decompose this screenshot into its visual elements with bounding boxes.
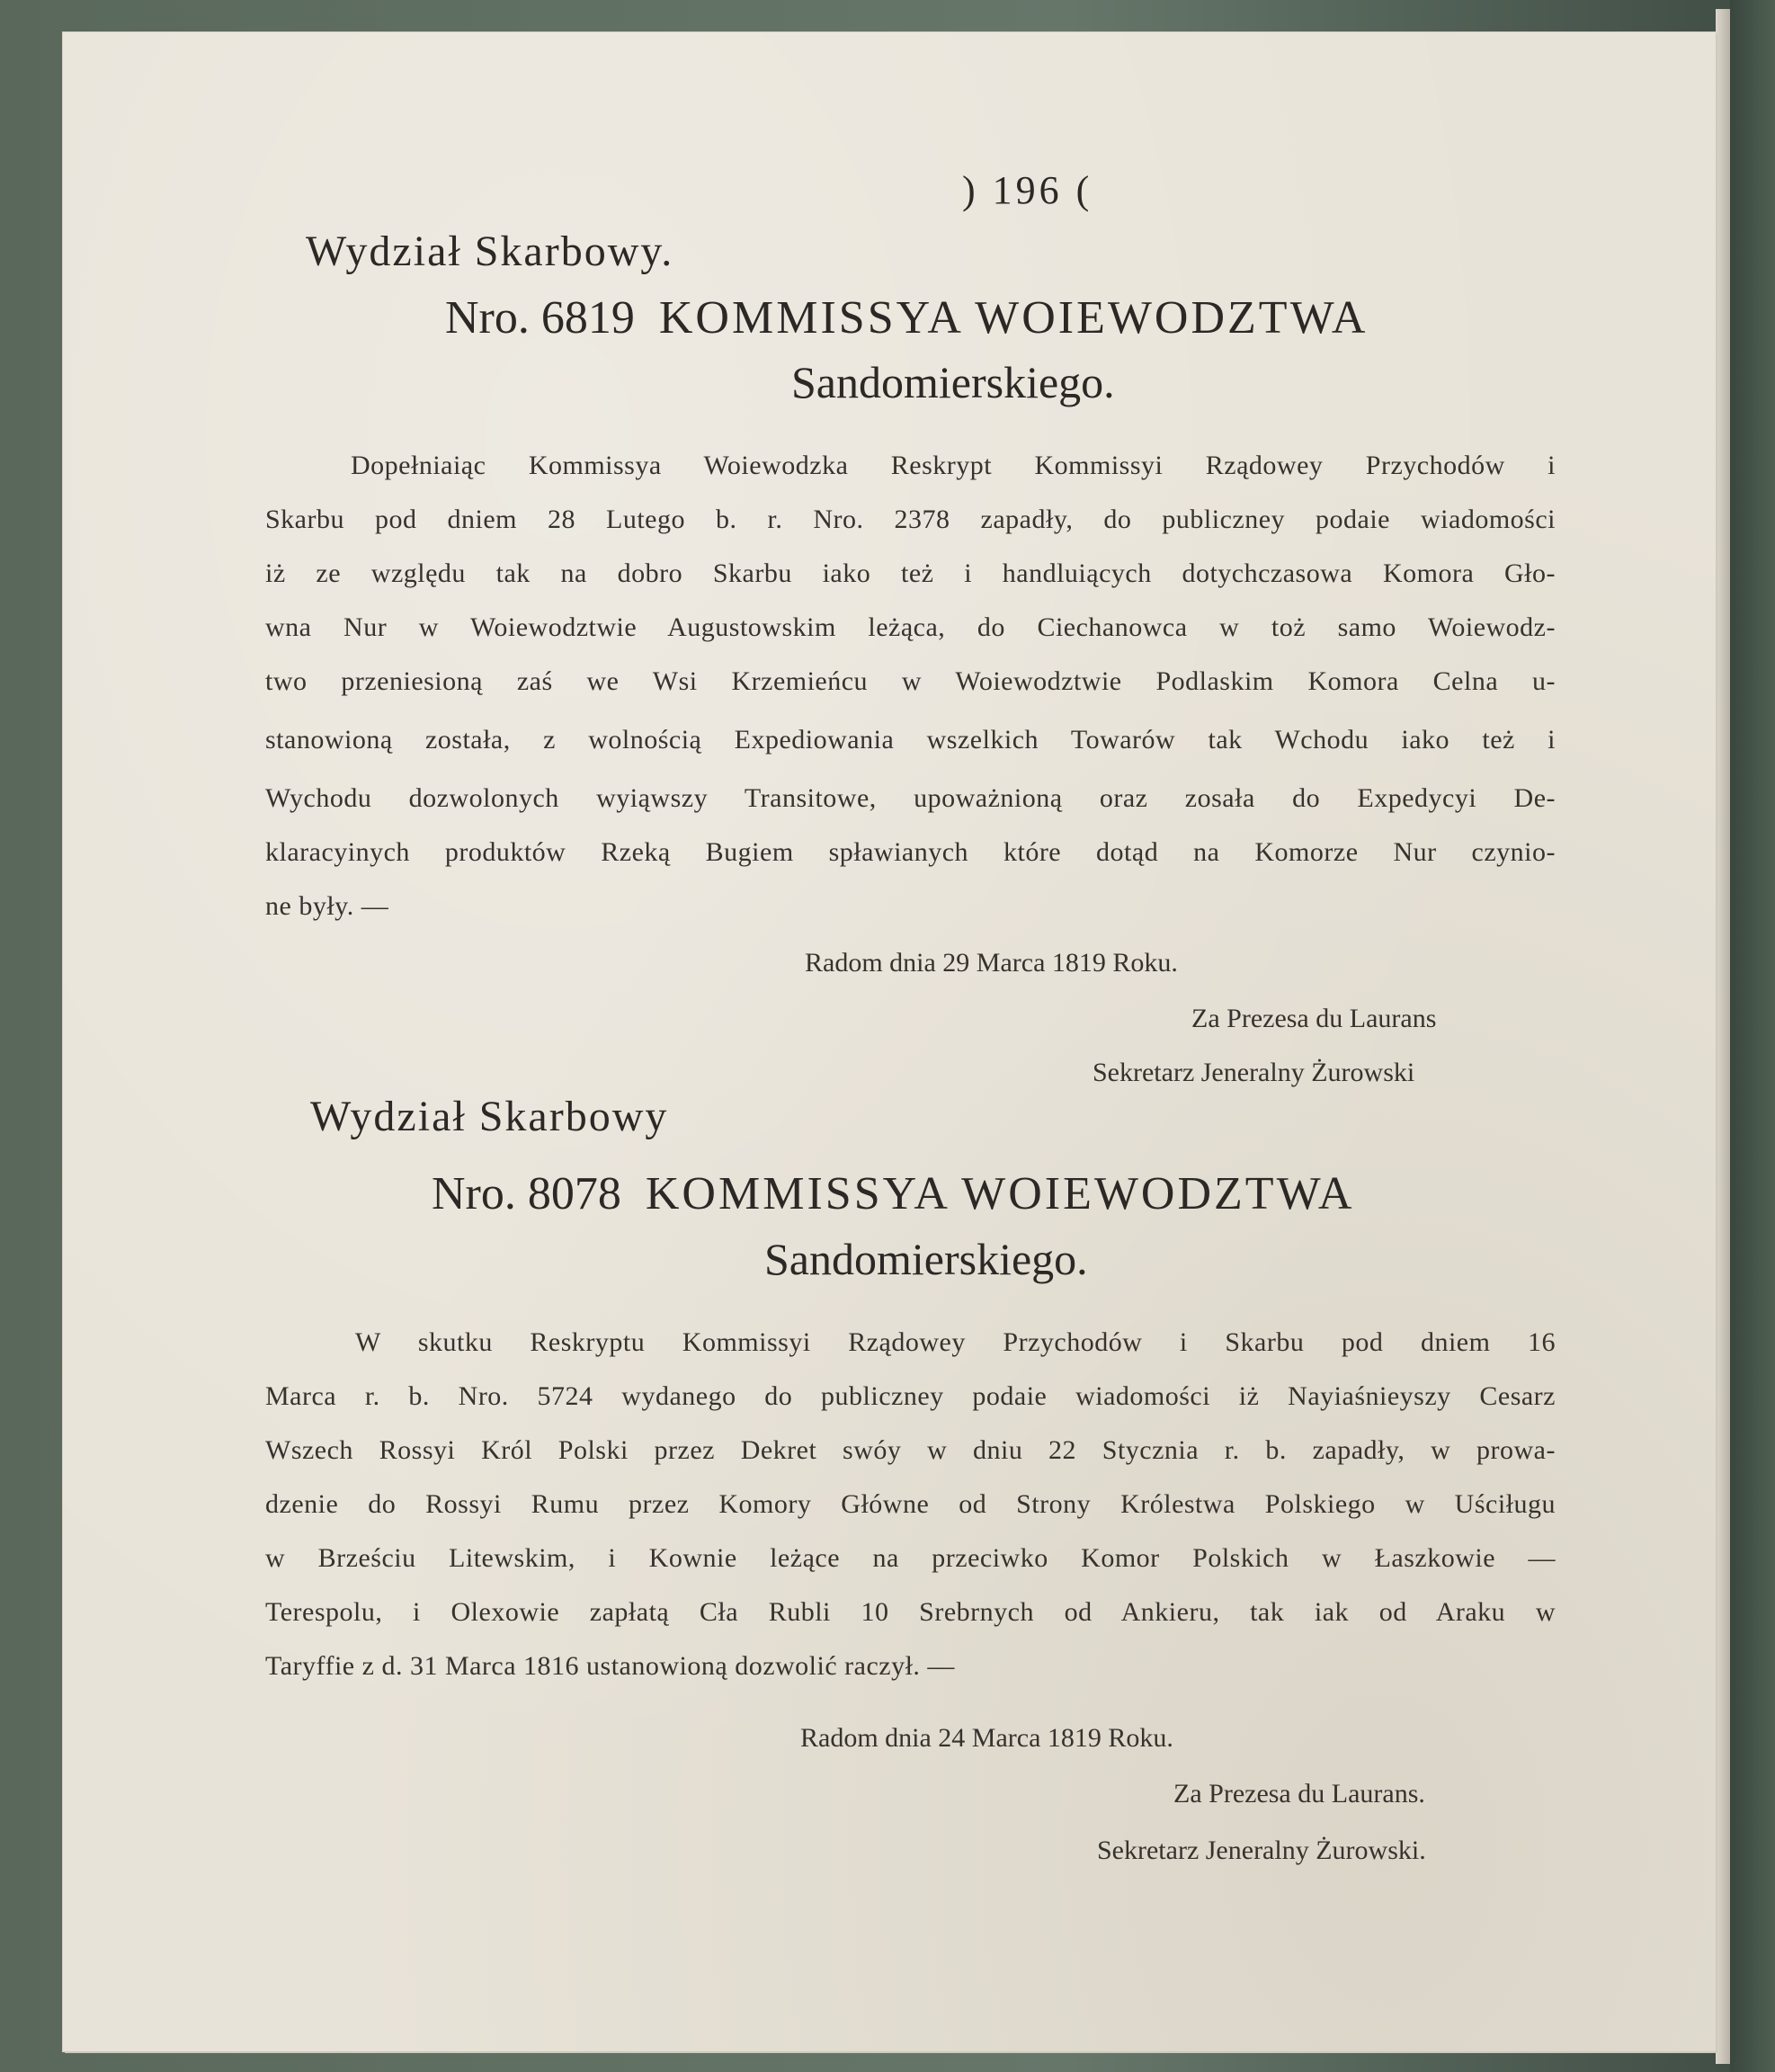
page-number: ) 196 ( [962,168,1093,212]
decree-number: Nro. 8078 [432,1168,621,1219]
date-line: Radom dnia 24 Marca 1819 Roku. [800,1723,1173,1753]
signature-secretary: Sekretarz Jeneralny Żurowski [1093,1058,1415,1087]
body-line: wna Nur w Woiewodztwie Augustowskim leżąca, do Ciechanowca w toż samo Woiewodz- [265,612,1556,642]
department-heading: Wydział Skarbowy [310,1093,669,1140]
body-line: Terespolu, i Olexowie zapłatą Cła Rubli 10 Srebrnych od Ankieru, tak iak od Araku w [265,1597,1556,1627]
department-heading: Wydział Skarbowy. [306,228,674,275]
body-line: Dopełniaiąc Kommissya Woiewodzka Reskrypt Kommissyi Rządowey Przychodów i [351,451,1556,480]
commission-name: KOMMISSYA WOIEWODZTWA [658,292,1369,344]
date-line: Radom dnia 29 Marca 1819 Roku. [805,948,1178,978]
body-line: iż ze względu tak na dobro Skarbu iako też i handluiących dotychczasowa Komora Gło- [265,558,1556,588]
body-line: Taryffie z d. 31 Marca 1816 ustanowioną dozwolić raczył. — [265,1651,955,1681]
page-edge [1716,9,1730,2064]
body-line: Wszech Rossyi Król Polski przez Dekret swóy w dniu 22 Stycznia r. b. zapadły, w prowa- [265,1435,1556,1465]
body-line: Skarbu pod dniem 28 Lutego b. r. Nro. 2378 zapadły, do publiczney podaie wiadomości [265,505,1556,534]
body-line: w Brześciu Litewskim, i Kownie leżące na przeciwko Komor Polskich w Łaszkowie — [265,1543,1556,1573]
document-page [63,32,1716,2051]
signature-president: Za Prezesa du Laurans. [1173,1779,1425,1809]
signature-president: Za Prezesa du Laurans [1191,1004,1437,1033]
body-line: two przeniesioną zaś we Wsi Krzemieńcu w Woiewodztwie Podlaskim Komora Celna u- [265,666,1556,696]
body-line: stanowioną została, z wolnością Expediowania wszelkich Towarów tak Wchodu iako też i [265,725,1556,755]
decree-number-line [432,1167,1354,1220]
book-spine [1730,0,1775,2072]
body-line: klaracyinych produktów Rzeką Bugiem spławianych które dotąd na Komorze Nur czynio- [265,837,1556,867]
body-line: dzenie do Rossyi Rumu przez Komory Główne od Strony Królestwa Polskiego w Uściługu [265,1489,1556,1519]
province-heading: Sandomierskiego. [764,1234,1088,1284]
commission-name: KOMMISSYA WOIEWODZTWA [645,1168,1355,1219]
province-heading: Sandomierskiego. [791,357,1115,407]
body-line: W skutku Reskryptu Kommissyi Rządowey Przychodów i Skarbu pod dniem 16 [355,1327,1556,1357]
body-line: ne były. — [265,891,389,921]
decree-number-line [445,291,1368,344]
body-line: Wychodu dozwolonych wyiąwszy Transitowe, upoważnioną oraz zosała do Expedycyi De- [265,783,1556,813]
signature-secretary: Sekretarz Jeneralny Żurowski. [1097,1835,1426,1865]
body-line: Marca r. b. Nro. 5724 wydanego do publiczney podaie wiadomości iż Nayiaśnieyszy Cesarz [265,1381,1556,1411]
decree-number: Nro. 6819 [445,292,635,344]
